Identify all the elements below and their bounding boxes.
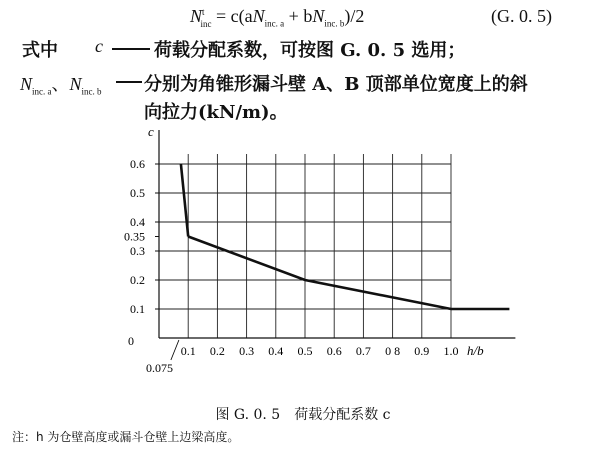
formula-rhs-n2: N (312, 6, 325, 26)
x-annotation-label: 0.075 (146, 361, 173, 375)
chart-series (181, 164, 510, 309)
formula-lhs-superscript: t (202, 7, 205, 17)
x-tick-label: 1.0 (443, 344, 459, 358)
symbol-c: c (95, 36, 103, 56)
definition-n-line2: 向拉力(kN/m)。 (144, 102, 288, 123)
definition-n-line1: 分别为角锥形漏斗壁 A、B 顶部单位宽度上的斜 (144, 74, 528, 95)
chart-ticks (124, 157, 459, 360)
figure-caption: 图 G. 0. 5 荷载分配系数 c (215, 407, 391, 423)
y-tick-label: 0.6 (130, 157, 145, 171)
series-line (188, 237, 509, 310)
formula-number: (G. 0. 5) (491, 6, 552, 26)
x-axis-label: h/b (467, 343, 484, 358)
x-tick-label: 0.7 (355, 344, 371, 358)
y-tick-label: 0.1 (130, 302, 145, 316)
symbol-separator: 、 (51, 74, 70, 94)
figure-note: 注：h 为仓壁高度或漏斗仓壁上边梁高度。 (12, 430, 240, 444)
formula-lhs-symbol: N (190, 6, 203, 26)
x-tick-label: 0.4 (268, 344, 284, 358)
formula-rhs-sub2: inc. b (324, 18, 345, 29)
symbol-nb: N (69, 74, 82, 94)
y-tick-label: 0.35 (124, 229, 145, 244)
y-tick-label: 0.2 (130, 273, 145, 287)
y-tick-label: 0.5 (130, 186, 145, 200)
symbol-nb-sub: inc. b (81, 86, 102, 97)
x-tick-label: 0.6 (326, 344, 342, 358)
origin-label: 0 (128, 334, 134, 348)
y-tick-label: 0.4 (130, 215, 145, 229)
x-tick-label: 0 8 (385, 344, 401, 358)
y-tick-label: 0.3 (130, 244, 145, 258)
chart-axes (155, 130, 515, 338)
x-tick-label: 0.5 (297, 344, 313, 358)
definition-c: 荷载分配系数，可按图 G. 0. 5 选用； (154, 40, 466, 61)
formula-rhs-mid: + b (284, 6, 313, 26)
formula-lhs-subscript: inc (200, 18, 212, 29)
formula-rhs-suffix: )/2 (344, 6, 365, 26)
symbol-na-sub: inc. a (32, 86, 52, 97)
x-tick-label: 0.2 (209, 344, 225, 358)
formula-rhs-n1: N (252, 6, 265, 26)
chart-grid (159, 154, 451, 338)
formula-rhs-prefix: = c(a (216, 6, 253, 26)
symbol-na: N (20, 74, 33, 94)
x-tick-label: 0.9 (414, 344, 430, 358)
formula-rhs-sub1: inc. a (264, 18, 285, 29)
series-line (181, 164, 188, 237)
y-axis-label: c (148, 124, 154, 139)
x-tick-label: 0.3 (239, 344, 255, 358)
annotation-leader-line (171, 340, 179, 360)
x-tick-label: 0.1 (180, 344, 196, 358)
where-label: 式中 (22, 40, 58, 61)
